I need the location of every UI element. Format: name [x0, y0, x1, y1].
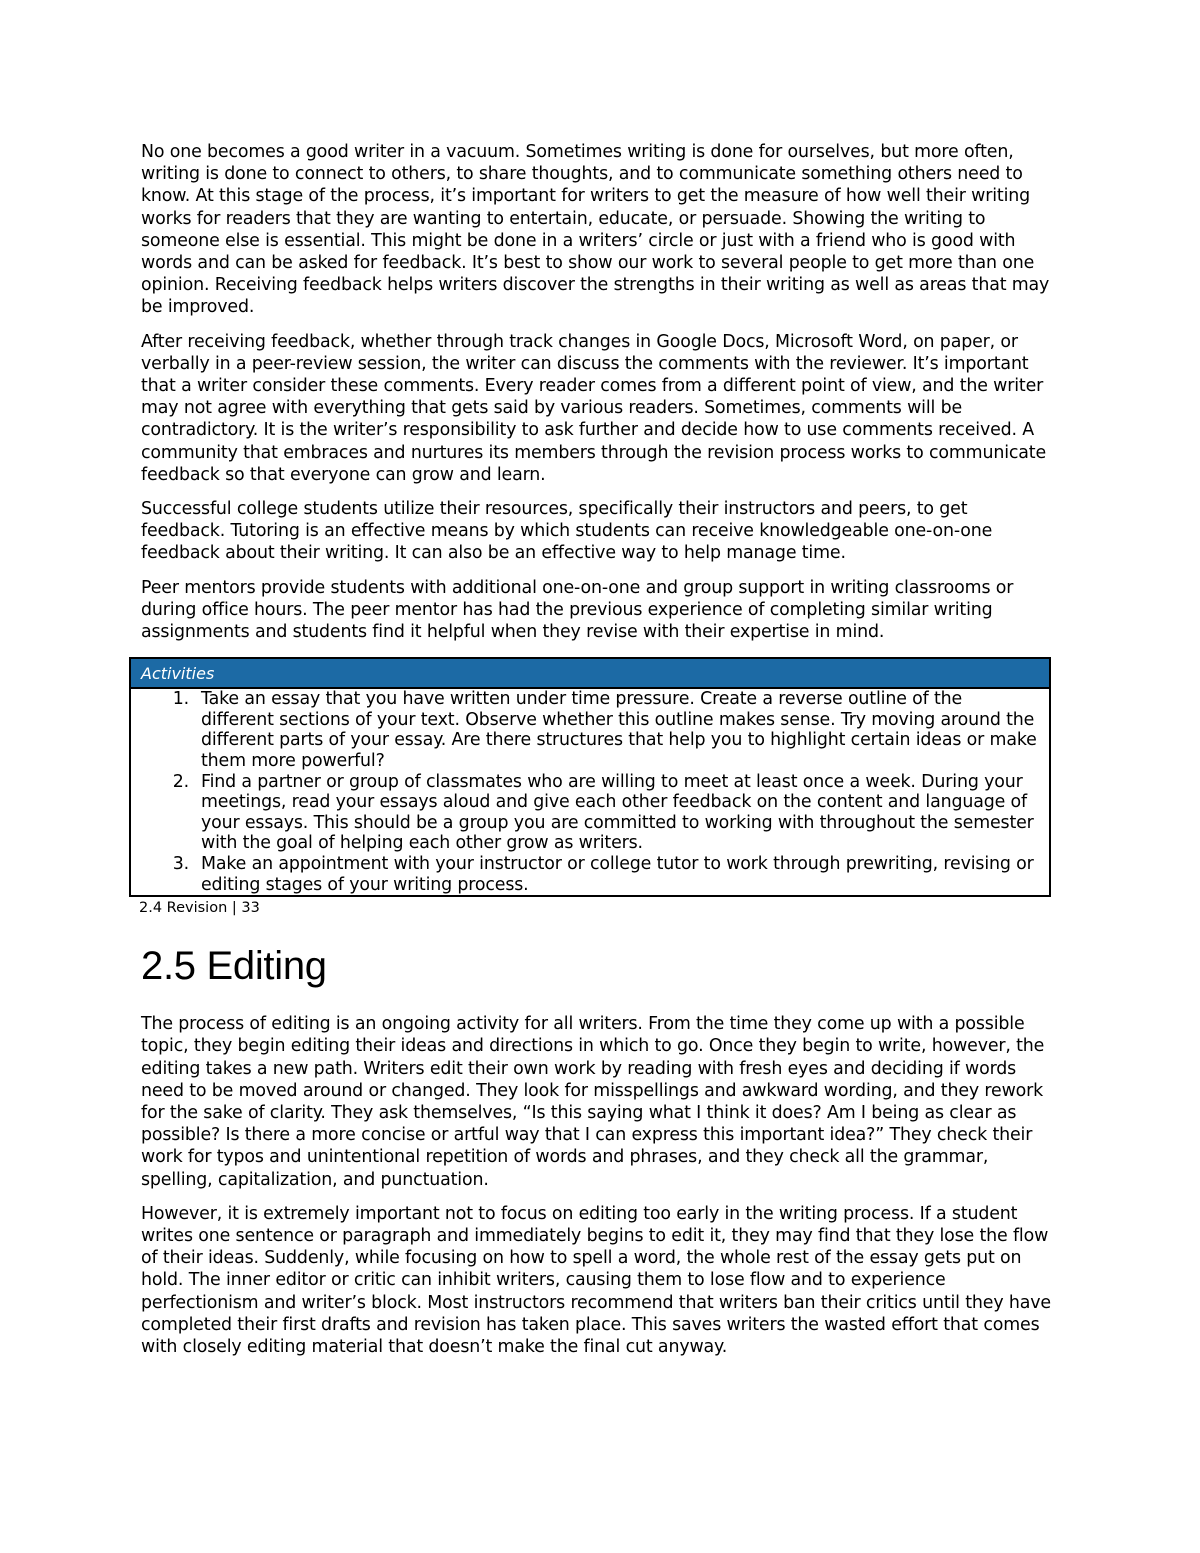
page-footer: 2.4 Revision | 33 [139, 900, 260, 917]
list-item-text: Find a partner or group of classmates who are willing to meet at least once a week. During your meetings, read your essays aloud and give each other feedback on the content and language of your essays. This should be a group you are committed to working with throughout the semester with the goal of helping each other grow as writers. [201, 771, 1034, 854]
document-page [141, 141, 1056, 1370]
list-item-number: 1. [172, 689, 189, 710]
list-item-text: Make an appointment with your instructor or college tutor to work through prewriting, revising or editing stages of your writing process. [201, 854, 1034, 895]
list-item [131, 772, 1039, 854]
list-item-number: 3. [172, 854, 189, 875]
activities-box [129, 657, 1051, 897]
paragraph-college-resources: Successful college students utilize their resources, specifically their instructors and peers, to get feedback. Tutoring is an effective means by which students can receive knowledgeable one-on-one feedback about their writing. It can also be an effective way to help manage time. [141, 499, 993, 564]
paragraph-feedback-intro: No one becomes a good writer in a vacuum. Sometimes writing is done for ourselves, but more often, writing is done to connect to others, to share thoughts, and to communicate something others need to know. At this stage of the process, it’s important for writers to get the measure of how well their writing works for readers that they are wanting to entertain, educate, or persuade. Showing the writing to someone else is essential. This might be done in a writers’ circle or just with a friend who is good with words and can be asked for feedback. It’s best to show our work to several people to get more than one opinion. Receiving feedback helps writers discover the strengths in their writing as well as areas that may be improved. [141, 142, 1050, 318]
activities-list [131, 689, 1049, 895]
list-item-number: 2. [172, 771, 189, 792]
section-title: 2.5 Editing [141, 944, 327, 989]
list-item-text: Take an essay that you have written under time pressure. Create a reverse outline of the different sections of your text. Observe whether this outline makes sense. Try moving around the different parts of your essay. Are there structures that help you to highlight certain ideas or make them more powerful? [201, 689, 1037, 772]
paragraph-peer-mentors: Peer mentors provide students with additional one-on-one and group support in writing classrooms or during office hours. The peer mentor has had the previous experience of completing similar writing assignments and students find it helpful when they revise with their expertise in mind. [141, 577, 1014, 643]
activities-header: Activities [131, 659, 1049, 689]
paragraph-editing-timing: However, it is extremely important not to focus on editing too early in the writing process. If a student writes one sentence or paragraph and immediately begins to edit it, they may find that they lose the flow of their ideas. Suddenly, while focusing on how to spell a word, the whole rest of the essay gets put on hold. The inner editor or critic can inhibit writers, causing them to lose flow and to experience perfectionism and writer’s block. Most instructors recommend that writers ban their critics until they have completed their first drafts and revision has taken place. This saves writers the wasted effort that comes with closely editing material that doesn’t make the final cut anyway. [141, 1203, 1051, 1358]
paragraph-receiving-feedback: After receiving feedback, whether through track changes in Google Docs, Microsoft Word, on paper, or verbally in a peer-review session, the writer can discuss the comments with the reviewer. It’s important that a writer consider these comments. Every reader comes from a different point of view, and the writer may not agree with everything that gets said by various readers. Sometimes, comments will be contradictory. It is the writer’s responsibility to ask further and decide how to use comments received. A community that embraces and nurtures its members through the revision process works to communicate feedback so that everyone can grow and learn. [141, 331, 1047, 485]
list-item [131, 689, 1039, 771]
paragraph-editing-process: The process of editing is an ongoing activity for all writers. From the time they come up with a possible topic, they begin editing their ideas and directions in which to go. Once they begin to write, however, the editing takes a new path. Writers edit their own work by reading with fresh eyes and deciding if words need to be moved around or changed. They look for misspellings and awkward wording, and they rework for the sake of clarity. They ask themselves, “Is this saying what I think it does? Am I being as clear as possible? Is there a more concise or artful way that I can express this important idea?” They check their work for typos and unintentional repetition of words and phrases, and they check all the grammar, spelling, capitalization, and punctuation. [141, 1014, 1045, 1190]
list-item [131, 854, 1039, 895]
